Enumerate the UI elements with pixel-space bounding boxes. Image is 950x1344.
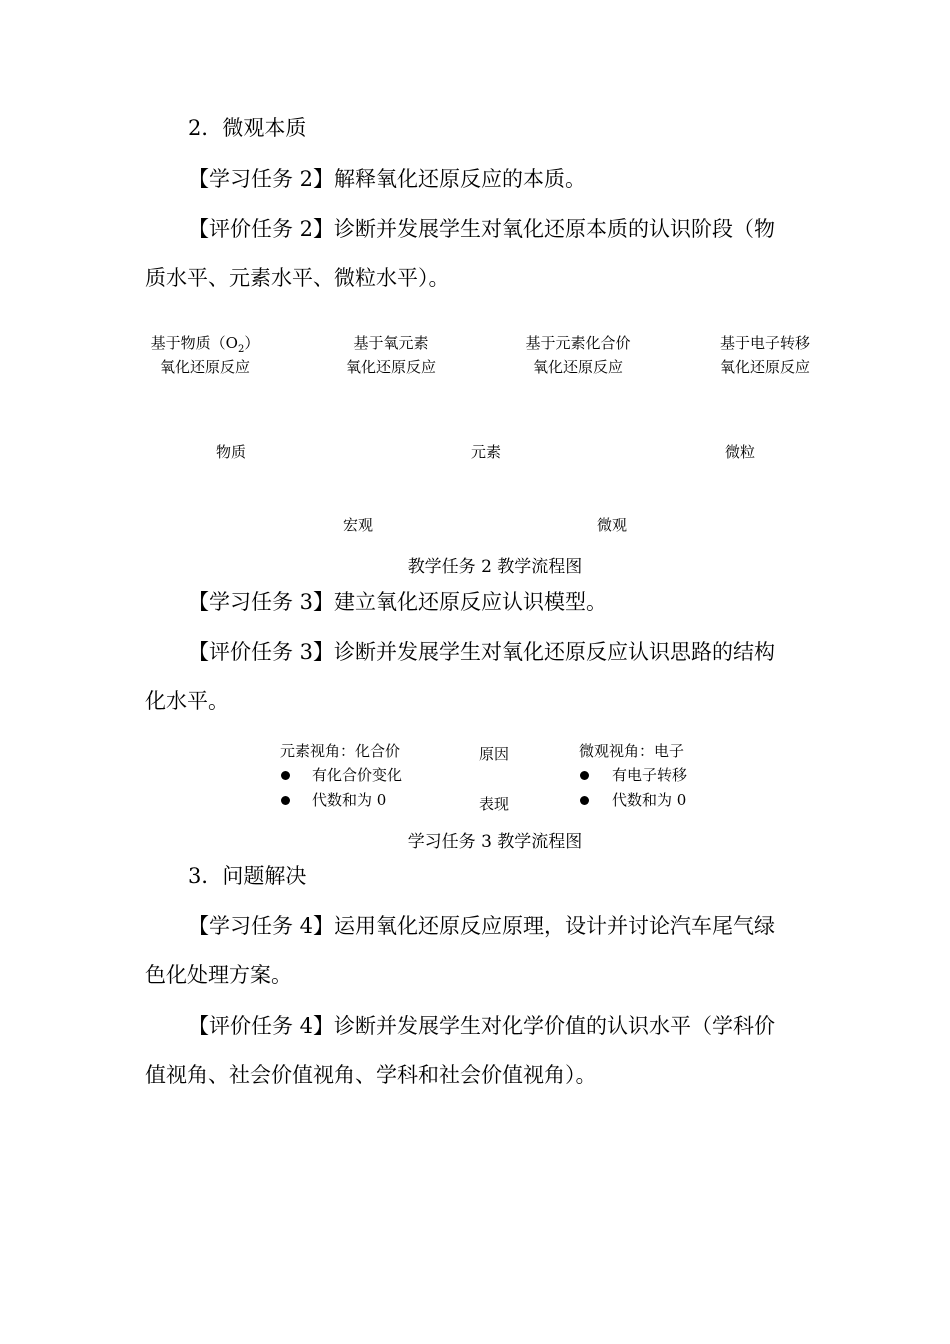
evaluation-task-3-line1: 【评价任务 3】诊断并发展学生对氧化还原反应认识思路的结构 — [188, 640, 776, 664]
evaluation-task-4-line1: 【评价任务 4】诊断并发展学生对化学价值的认识水平（学科价 — [188, 1014, 776, 1038]
flow3-left-item2: 代数和为 0 — [312, 791, 387, 809]
evaluation-task-3-line2: 化水平。 — [145, 689, 229, 713]
flow2-box4-line1: 基于电子转移 — [719, 334, 810, 352]
flow2-level-substance: 物质 — [215, 443, 246, 461]
flow2-box3-line2: 氧化还原反应 — [532, 358, 623, 376]
flow3-right-item1: 有电子转移 — [612, 766, 688, 784]
learning-task-3: 【学习任务 3】建立氧化还原反应认识模型。 — [188, 590, 608, 614]
bullet-icon — [580, 771, 589, 780]
flow2-box2-line2: 氧化还原反应 — [345, 358, 436, 376]
evaluation-task-2-line1: 【评价任务 2】诊断并发展学生对氧化还原本质的认识阶段（物 — [188, 217, 776, 241]
flow3-cause-label: 原因 — [478, 745, 509, 763]
flow2-box4-line2: 氧化还原反应 — [719, 358, 810, 376]
flow2-level-element: 元素 — [470, 443, 501, 461]
evaluation-task-2-line2: 质水平、元素水平、微粒水平）。 — [145, 266, 450, 290]
flow2-scale-micro: 微观 — [596, 516, 627, 534]
bullet-icon — [281, 771, 290, 780]
flow2-caption: 教学任务 2 教学流程图 — [407, 557, 583, 577]
bullet-icon — [281, 796, 290, 805]
flow3-manifestation-label: 表现 — [478, 795, 509, 813]
flow3-left-title: 元素视角：化合价 — [280, 742, 401, 760]
section-heading-micro-essence: 2．微观本质 — [188, 116, 307, 140]
flow3-caption: 学习任务 3 教学流程图 — [407, 832, 583, 852]
flow2-scale-macro: 宏观 — [342, 516, 373, 534]
flow2-box2-line1: 基于氧元素 — [353, 334, 429, 352]
flow2-box1-line1: 基于物质$(O_2)$ — [150, 334, 260, 355]
learning-task-4-line1: 【学习任务 4】运用氧化还原反应原理，设计并讨论汽车尾气绿 — [188, 914, 776, 938]
bullet-icon — [580, 796, 589, 805]
learning-task-4-line2: 色化处理方案。 — [145, 963, 292, 987]
flow2-box1-line2: 氧化还原反应 — [159, 358, 250, 376]
learning-task-2: 【学习任务 2】解释氧化还原反应的本质。 — [188, 167, 587, 191]
flow3-left-item1: 有化合价变化 — [312, 766, 403, 784]
flow2-level-particle: 微粒 — [724, 443, 755, 461]
flow2-box3-line1: 基于元素化合价 — [525, 334, 631, 352]
flow3-right-item2: 代数和为 0 — [612, 791, 687, 809]
evaluation-task-4-line2: 值视角、社会价值视角、学科和社会价值视角）。 — [145, 1063, 597, 1087]
section-heading-problem-solving: 3．问题解决 — [188, 864, 307, 888]
flow3-right-title: 微观视角：电子 — [579, 742, 685, 760]
